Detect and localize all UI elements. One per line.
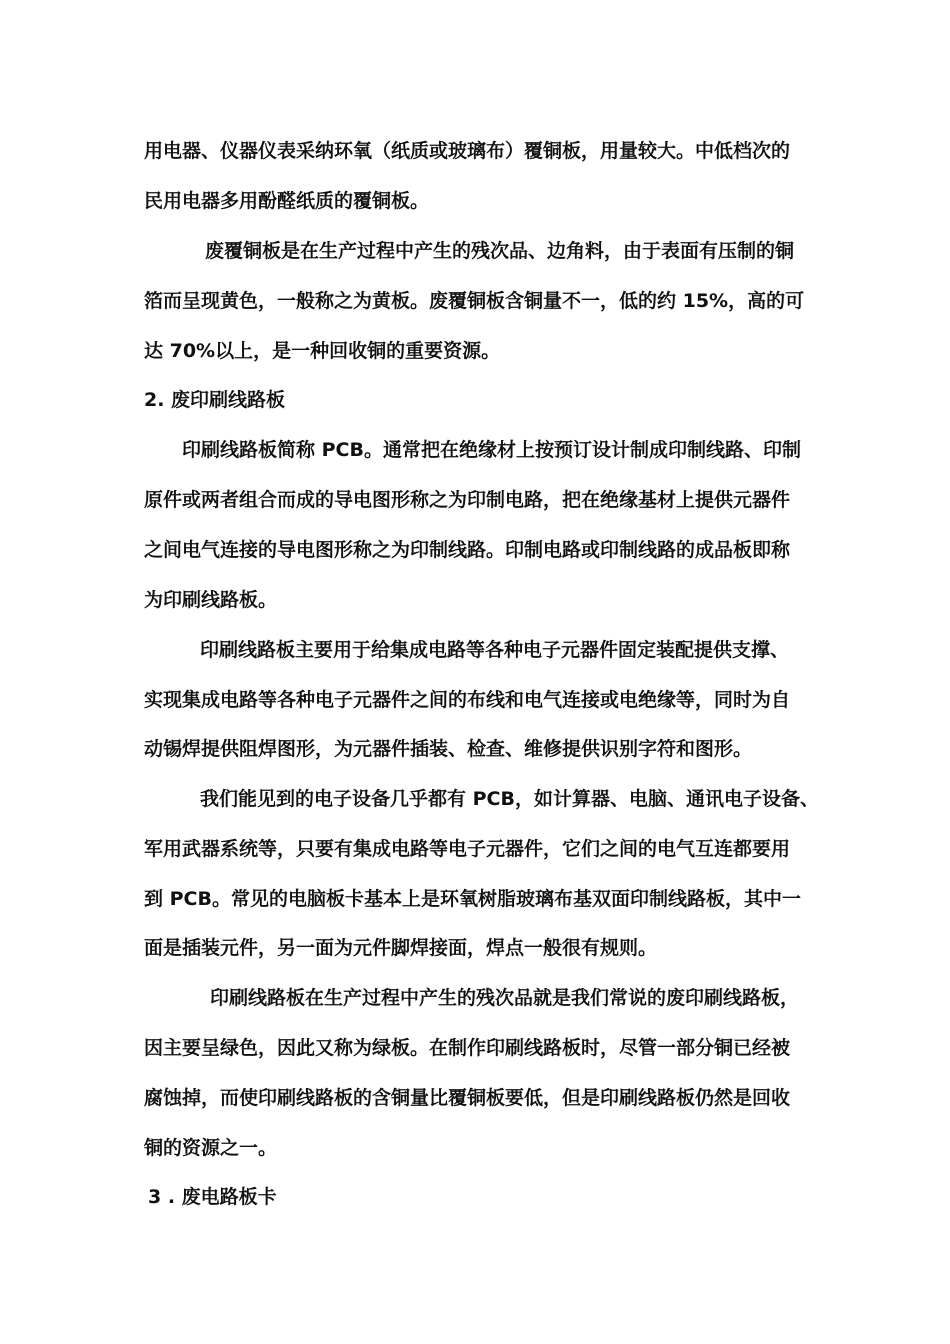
paragraph-start-line: 印刷线路板简称 PCB。通常把在绝缘材上按预订设计制成印制线路、印制: [182, 439, 801, 461]
paragraph-start-line: 印刷线路板主要用于给集成电路等各种电子元器件固定装配提供支撑、: [200, 639, 790, 661]
text-line: 铜的资源之一。: [144, 1137, 278, 1159]
paragraph-start-line: 我们能见到的电子设备几乎都有 PCB，如计算器、电脑、通讯电子设备、: [200, 788, 819, 810]
text-line: 实现集成电路等各种电子元器件之间的布线和电气连接或电绝缘等，同时为自: [144, 689, 791, 711]
section-heading: 3 . 废电路板卡: [148, 1186, 277, 1208]
text-line: 原件或两者组合而成的导电图形称之为印制电路，把在绝缘基材上提供元器件: [144, 489, 791, 511]
text-line: 腐蚀掉，而使印刷线路板的含铜量比覆铜板要低，但是印刷线路板仍然是回收: [144, 1087, 791, 1109]
text-line: 动锡焊提供阻焊图形，为元器件插装、检查、维修提供识别字符和图形。: [144, 738, 753, 760]
text-line: 因主要呈绿色，因此又称为绿板。在制作印刷线路板时，尽管一部分铜已经被: [144, 1037, 791, 1059]
text-line: 面是插装元件，另一面为元件脚焊接面，焊点一般很有规则。: [144, 937, 658, 959]
paragraph-start-line: 印刷线路板在生产过程中产生的残次品就是我们常说的废印刷线路板，: [210, 987, 800, 1009]
paragraph-start-line: 废覆铜板是在生产过程中产生的残次品、边角料，由于表面有压制的铜: [205, 240, 795, 262]
text-line: 为印刷线路板。: [144, 589, 278, 611]
text-line: 军用武器系统等，只要有集成电路等电子元器件，它们之间的电气互连都要用: [144, 838, 791, 860]
text-line: 之间电气连接的导电图形称之为印制线路。印制电路或印制线路的成品板即称: [144, 539, 791, 561]
text-line: 达 70%以上，是一种回收铜的重要资源。: [144, 340, 501, 362]
text-line: 用电器、仪器仪表采纳环氧（纸质或玻璃布）覆铜板，用量较大。中低档次的: [144, 140, 791, 162]
text-line: 箔而呈现黄色，一般称之为黄板。废覆铜板含铜量不一，低的约 15%，高的可: [144, 290, 805, 312]
section-heading: 2. 废印刷线路板: [144, 389, 286, 411]
text-line: 到 PCB。常见的电脑板卡基本上是环氧树脂玻璃布基双面印制线路板，其中一: [144, 888, 801, 910]
text-line: 民用电器多用酚醛纸质的覆铜板。: [144, 190, 430, 212]
